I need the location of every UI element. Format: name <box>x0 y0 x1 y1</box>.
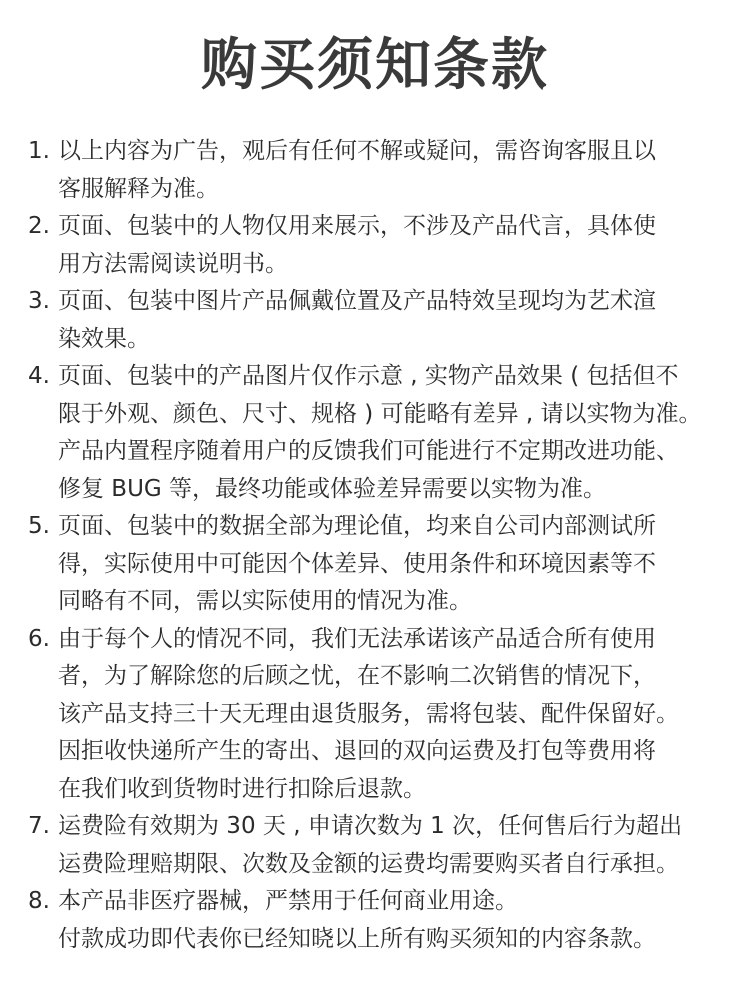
term-number: 3. <box>28 288 50 314</box>
term-line <box>28 883 740 921</box>
page-title: 购买须知条款 <box>201 33 549 98</box>
term-line <box>28 846 740 884</box>
term-text: 用方法需阅读说明书。 <box>58 250 288 277</box>
term-text: 得，实际使用中可能因个体差异、使用条件和环境因素等不 <box>58 550 656 577</box>
term-text: 限于外观、颜色、尺寸、规格 ) 可能略有差异 , 请以实物为准。 <box>58 400 702 427</box>
term-line <box>28 396 740 434</box>
term-line <box>28 283 740 321</box>
term-text: 者，为了解除您的后顾之忧，在不影响二次销售的情况下， <box>58 663 656 689</box>
term-text: 由于每个人的情况不同，我们无法承诺该产品适合所有使用 <box>58 625 656 652</box>
terms-list <box>28 133 740 958</box>
term-line <box>28 921 740 959</box>
term-text: 页面、包装中的数据全部为理论值，均来自公司内部测试所 <box>58 513 656 539</box>
term-line <box>28 546 740 584</box>
term-text: 页面、包装中的产品图片仅作示意 , 实物产品效果 ( 包括但不 <box>58 363 679 389</box>
term-line <box>28 808 740 846</box>
term-number: 1. <box>28 138 50 164</box>
term-text: 同略有不同，需以实际使用的情况为准。 <box>58 588 472 614</box>
term-number: 2. <box>28 213 50 239</box>
term-text: 付款成功即代表你已经知晓以上所有购买须知的内容条款。 <box>58 925 656 952</box>
term-line <box>28 358 740 396</box>
term-text: 在我们收到货物时进行扣除后退款。 <box>58 775 426 802</box>
term-number: 5. <box>28 513 50 539</box>
term-text: 本产品非医疗器械，严禁用于任何商业用途。 <box>58 888 518 914</box>
term-line <box>28 583 740 621</box>
term-line <box>28 621 740 659</box>
term-line <box>28 171 740 209</box>
term-text: 修复 BUG 等，最终功能或体验差异需要以实物为准。 <box>58 475 607 502</box>
term-line <box>28 133 740 171</box>
term-text: 染效果。 <box>58 325 150 352</box>
term-line <box>28 733 740 771</box>
term-text: 运费险有效期为 30 天 , 申请次数为 1 次，任何售后行为超出 <box>58 813 683 839</box>
term-text: 运费险理赔期限、次数及金额的运费均需要购买者自行承担。 <box>58 850 679 877</box>
term-line <box>28 321 740 359</box>
term-line <box>28 771 740 809</box>
term-line <box>28 433 740 471</box>
term-line <box>28 508 740 546</box>
term-line <box>28 208 740 246</box>
term-text: 页面、包装中的人物仅用来展示，不涉及产品代言，具体使 <box>58 213 656 239</box>
term-line <box>28 471 740 509</box>
term-text: 客服解释为准。 <box>58 175 219 202</box>
term-number: 4. <box>28 363 50 389</box>
term-text: 以上内容为广告，观后有任何不解或疑问，需咨询客服且以 <box>58 138 656 164</box>
term-number: 8. <box>28 888 50 914</box>
term-text: 页面、包装中图片产品佩戴位置及产品特效呈现均为艺术渲 <box>58 288 656 314</box>
term-line <box>28 658 740 696</box>
term-line <box>28 246 740 284</box>
term-text: 产品内置程序随着用户的反馈我们可能进行不定期改进功能、 <box>58 438 679 464</box>
term-line <box>28 696 740 734</box>
term-text: 该产品支持三十天无理由退货服务，需将包装、配件保留好。 <box>58 700 679 727</box>
term-number: 6. <box>28 625 50 652</box>
term-number: 7. <box>28 813 50 839</box>
term-text: 因拒收快递所产生的寄出、退回的双向运费及打包等费用将 <box>58 738 656 764</box>
